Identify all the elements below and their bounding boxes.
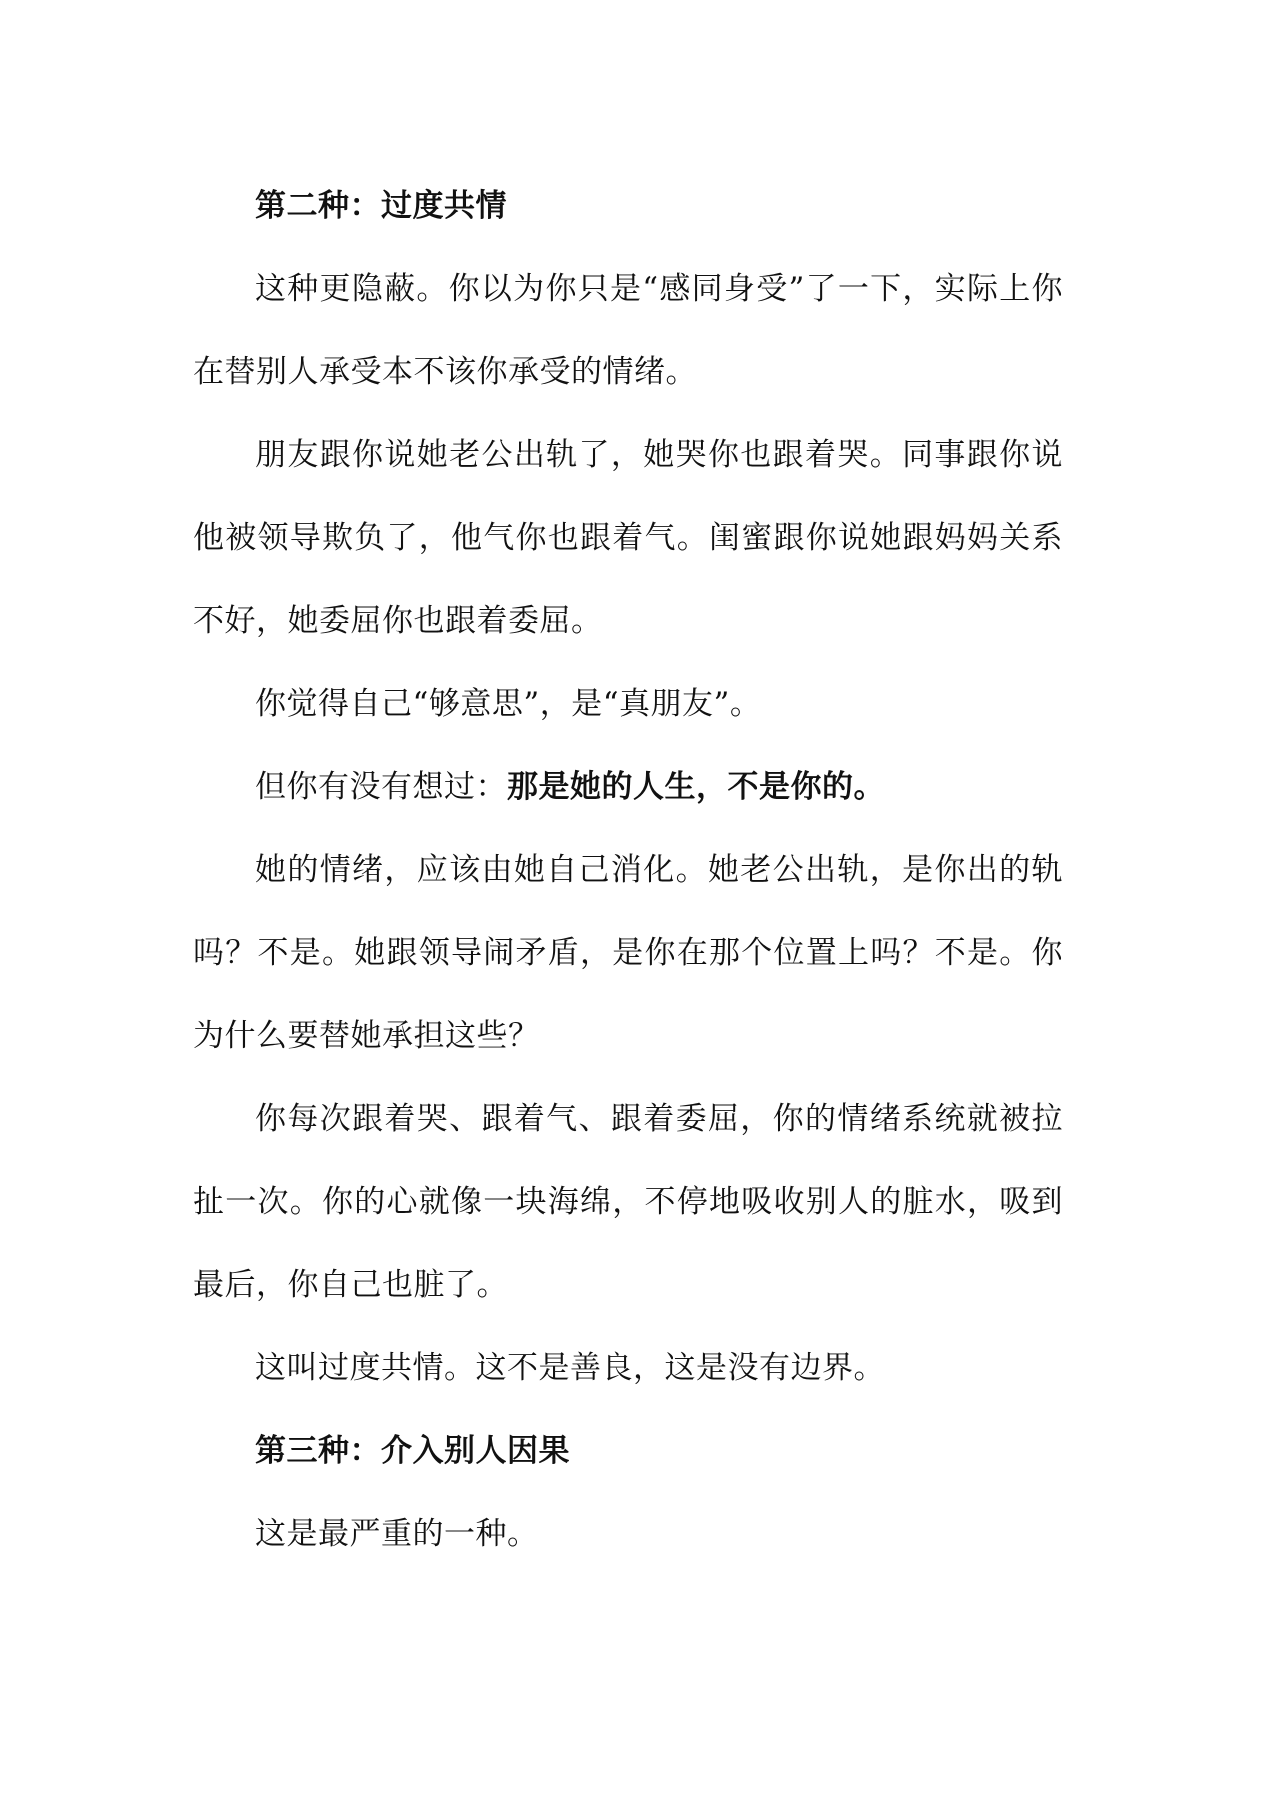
paragraph-most-serious: 这是最严重的一种。 bbox=[255, 1516, 539, 1552]
paragraph-no-boundary: 这叫过度共情。这不是善良，这是没有边界。 bbox=[255, 1350, 885, 1386]
paragraph-examples: 朋友跟你说她老公出轨了，她哭你也跟着哭。同事跟你说他被领导欺负了，他气你也跟着气。闺蜜跟你说她跟妈妈关系不好，她委屈你也跟着委屈。 bbox=[193, 437, 1063, 639]
paragraph-her-life bbox=[193, 746, 1063, 829]
document-page bbox=[193, 165, 1063, 1576]
paragraph-hidden-empathy: 这种更隐蔽。你以为你只是“感同身受”了一下，实际上你在替别人承受本不该你承受的情绪。 bbox=[193, 271, 1063, 390]
emphasis-her-life: 那是她的人生，不是你的。 bbox=[507, 769, 885, 805]
section-heading-second: 第二种：过度共情 bbox=[255, 188, 507, 224]
section-heading-third: 第三种：介入别人因果 bbox=[255, 1433, 570, 1469]
paragraph-true-friend: 你觉得自己“够意思”，是“真朋友”。 bbox=[255, 686, 762, 722]
paragraph-her-life-lead: 但你有没有想过： bbox=[255, 769, 507, 805]
paragraph-sponge: 你每次跟着哭、跟着气、跟着委屈，你的情绪系统就被拉扯一次。你的心就像一块海绵，不停地吸收别人的脏水，吸到最后，你自己也脏了。 bbox=[193, 1101, 1063, 1303]
paragraph-her-emotions: 她的情绪，应该由她自己消化。她老公出轨，是你出的轨吗？不是。她跟领导闹矛盾，是你在那个位置上吗？不是。你为什么要替她承担这些？ bbox=[193, 852, 1063, 1054]
